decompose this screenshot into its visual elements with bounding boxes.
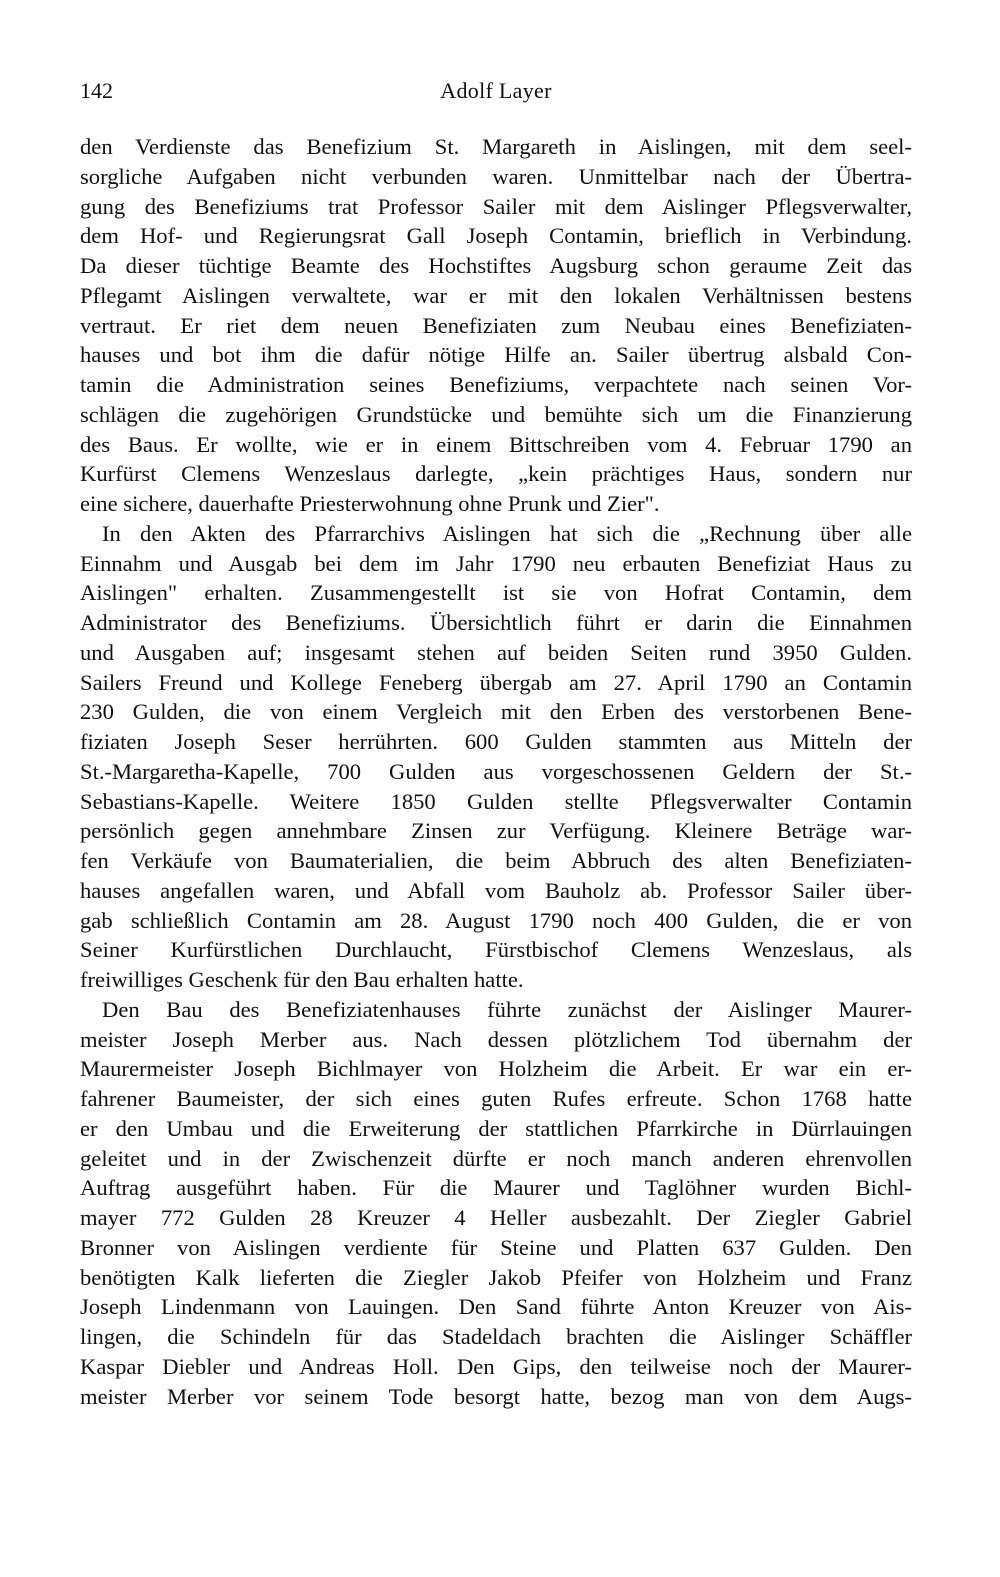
text-line: geleitet und in der Zwischenzeit dürfte er noch manch anderen ehrenvollen: [80, 1145, 912, 1171]
text-line: Joseph Lindenmann von Lauingen. Den Sand führte Anton Kreuzer von Ais-: [80, 1294, 912, 1320]
text-line: St.-Margaretha-Kapelle, 700 Gulden aus vorgeschossenen Geldern der St.-: [80, 758, 912, 784]
text-line: Pflegamt Aislingen verwaltete, war er mit den lokalen Verhältnissen bestens: [80, 282, 912, 308]
text-line: hauses angefallen waren, und Abfall vom Bauholz ab. Professor Sailer über-: [80, 877, 912, 903]
text-line: Kaspar Diebler und Andreas Holl. Den Gips, den teilweise noch der Maurer-: [80, 1353, 912, 1379]
text-line: Sailers Freund und Kollege Feneberg übergab am 27. April 1790 an Contamin: [80, 669, 912, 695]
text-line: des Baus. Er wollte, wie er in einem Bittschreiben vom 4. Februar 1790 an: [80, 431, 912, 457]
text-line: Sebastians-Kapelle. Weitere 1850 Gulden stellte Pflegsverwalter Contamin: [80, 788, 912, 814]
text-line: eine sichere, dauerhafte Priesterwohnung ohne Prunk und Zier".: [80, 491, 660, 516]
text-line: mayer 772 Gulden 28 Kreuzer 4 Heller ausbezahlt. Der Ziegler Gabriel: [80, 1205, 912, 1230]
text-line: hauses und bot ihm die dafür nötige Hilfe an. Sailer übertrug alsbald Con-: [80, 342, 912, 368]
text-line: fiziaten Joseph Seser herrührten. 600 Gulden stammten aus Mitteln der: [80, 729, 912, 754]
text-line: persönlich gegen annehmbare Zinsen zur Verfügung. Kleinere Beträge war-: [80, 818, 912, 844]
text-line: meister Joseph Merber aus. Nach dessen plötzlichem Tod übernahm der: [80, 1026, 912, 1052]
text-line: den Verdienste das Benefizium St. Margareth in Aislingen, mit dem seel-: [80, 134, 912, 159]
text-line: benötigten Kalk lieferten die Ziegler Jakob Pfeifer von Holzheim und Franz: [80, 1264, 912, 1290]
text-line: und Ausgaben auf; insgesamt stehen auf beiden Seiten rund 3950 Gulden.: [80, 639, 912, 665]
text-line: Seiner Kurfürstlichen Durchlaucht, Fürstbischof Clemens Wenzeslaus, als: [80, 937, 912, 963]
paragraph: [80, 995, 912, 1412]
page-header: [80, 72, 912, 112]
text-line: vertraut. Er riet dem neuen Benefiziaten zum Neubau eines Benefiziaten-: [80, 312, 912, 338]
body-text: [80, 132, 912, 1411]
text-line: Bronner von Aislingen verdiente für Steine und Platten 637 Gulden. Den: [80, 1234, 912, 1260]
text-line: lingen, die Schindeln für das Stadeldach brachten die Aislinger Schäffler: [80, 1324, 912, 1349]
text-line: Auftrag ausgeführt haben. Für die Maurer und Taglöhner wurden Bichl-: [80, 1175, 912, 1201]
text-line: freiwilliges Geschenk für den Bau erhalten hatte.: [80, 967, 524, 992]
text-line: Aislingen" erhalten. Zusammengestellt ist sie von Hofrat Contamin, dem: [80, 580, 912, 606]
paragraph: [80, 132, 912, 519]
text-line: er den Umbau und die Erweiterung der stattlichen Pfarrkirche in Dürrlauingen: [80, 1115, 912, 1141]
text-line: Maurermeister Joseph Bichlmayer von Holzheim die Arbeit. Er war ein er-: [80, 1056, 912, 1082]
text-line: meister Merber vor seinem Tode besorgt hatte, bezog man von dem Augs-: [80, 1383, 912, 1409]
text-line: tamin die Administration seines Benefiziums, verpachtete nach seinen Vor-: [80, 372, 912, 397]
text-line: gung des Benefiziums trat Professor Sailer mit dem Aislinger Pflegsverwalter,: [80, 193, 912, 219]
text-line: sorgliche Aufgaben nicht verbunden waren. Unmittelbar nach der Übertra-: [80, 163, 912, 189]
text-line: Da dieser tüchtige Beamte des Hochstiftes Augsburg schon geraume Zeit das: [80, 253, 912, 278]
running-head: Adolf Layer: [440, 78, 552, 103]
book-page: [80, 72, 912, 1411]
text-line: 230 Gulden, die von einem Vergleich mit den Erben des verstorbenen Bene-: [80, 699, 912, 725]
text-line: fen Verkäufe von Baumaterialien, die beim Abbruch des alten Benefiziaten-: [80, 848, 912, 873]
page-number: 142: [80, 78, 113, 103]
text-line: Administrator des Benefiziums. Übersichtlich führt er darin die Einnahmen: [80, 610, 912, 635]
text-line: gab schließlich Contamin am 28. August 1790 noch 400 Gulden, die er von: [80, 907, 912, 933]
text-line: Einnahm und Ausgab bei dem im Jahr 1790 neu erbauten Benefiziat Haus zu: [80, 550, 912, 576]
text-line: Kurfürst Clemens Wenzeslaus darlegte, „kein prächtiges Haus, sondern nur: [80, 461, 912, 487]
paragraph: [80, 519, 912, 995]
text-line: fahrener Baumeister, der sich eines guten Rufes erfreute. Schon 1768 hatte: [80, 1086, 912, 1111]
text-line: Den Bau des Benefiziatenhauses führte zunächst der Aislinger Maurer-: [102, 996, 912, 1022]
text-line: schlägen die zugehörigen Grundstücke und bemühte sich um die Finanzierung: [80, 401, 912, 427]
text-line: dem Hof- und Regierungsrat Gall Joseph Contamin, brieflich in Verbindung.: [80, 223, 912, 249]
text-line: In den Akten des Pfarrarchivs Aislingen hat sich die „Rechnung über alle: [102, 520, 912, 546]
